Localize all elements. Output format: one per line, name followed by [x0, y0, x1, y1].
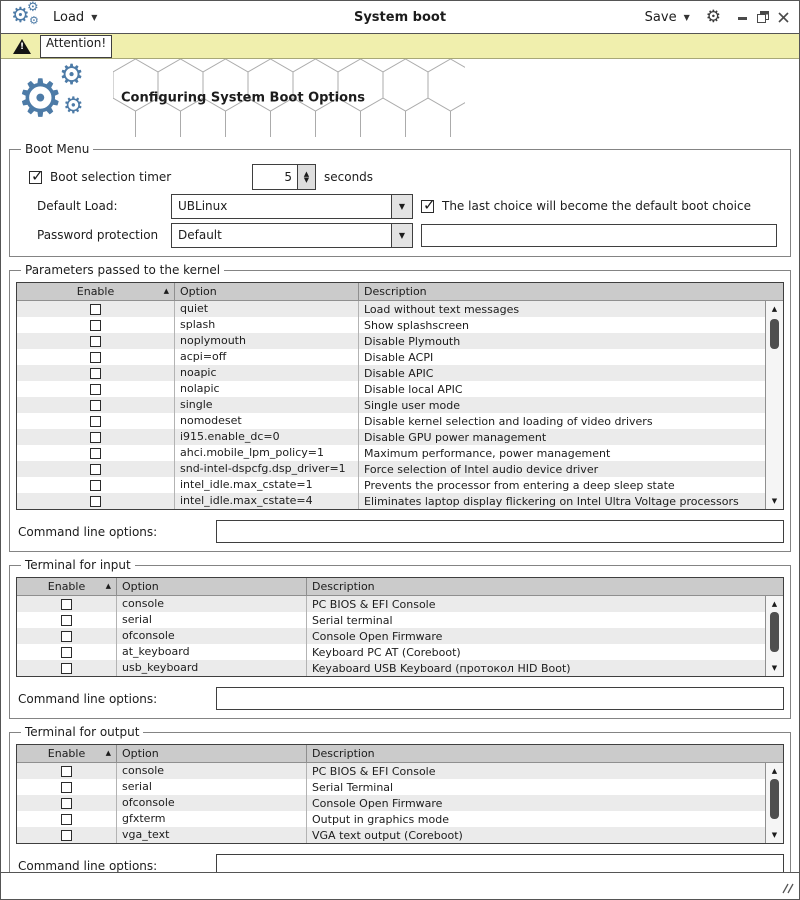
cmdline-label: Command line options:	[18, 858, 158, 872]
option-cell: console	[117, 596, 307, 612]
restore-icon	[757, 11, 769, 23]
scroll-down-button[interactable]	[766, 661, 783, 675]
settings-gear-button[interactable]: ⚙	[705, 6, 721, 27]
vertical-scrollbar[interactable]	[765, 301, 783, 509]
terminal-output-table	[16, 744, 784, 844]
row-enable-checkbox[interactable]	[90, 496, 101, 507]
table-row[interactable]	[17, 461, 765, 477]
scroll-down-button[interactable]	[766, 494, 783, 508]
option-cell: intel_idle.max_cstate=4	[175, 493, 359, 509]
sort-ascending-icon: ▲	[105, 582, 111, 590]
close-icon	[778, 12, 789, 23]
description-cell: Output in graphics mode	[312, 812, 449, 826]
terminal-input-section	[9, 558, 791, 719]
password-protection-value: Default	[178, 228, 222, 242]
option-cell: usb_keyboard	[117, 660, 307, 676]
option-cell: nolapic	[175, 381, 359, 397]
scrollbar-thumb[interactable]	[770, 319, 779, 349]
save-menu-button[interactable]	[645, 10, 690, 25]
option-cell: quiet	[175, 301, 359, 317]
terminal-output-section	[9, 725, 791, 872]
description-cell: Console Open Firmware	[312, 796, 443, 810]
spin-down-icon: ▼	[303, 176, 310, 184]
default-load-value: UBLinux	[178, 199, 228, 213]
vertical-scrollbar[interactable]	[765, 596, 783, 676]
description-cell: VGA text output (Coreboot)	[312, 828, 463, 842]
resize-grip[interactable]	[780, 881, 794, 895]
description-cell: Force selection of Intel audio device driver	[364, 462, 599, 476]
boot-timer-label: Boot selection timer	[50, 170, 172, 184]
table-row[interactable]	[17, 413, 765, 429]
row-enable-checkbox[interactable]	[61, 814, 72, 825]
table-row[interactable]	[17, 811, 765, 827]
scroll-down-button[interactable]	[766, 828, 783, 842]
table-row[interactable]	[17, 477, 765, 493]
option-cell: ahci.mobile_lpm_policy=1	[175, 445, 359, 461]
column-header-description[interactable]	[359, 283, 783, 300]
close-button[interactable]	[778, 12, 789, 23]
scroll-down-icon: ▼	[771, 497, 778, 505]
row-enable-checkbox[interactable]	[61, 663, 72, 674]
caret-down-icon: ▼	[398, 230, 406, 240]
column-header-enable[interactable]	[17, 283, 175, 300]
page-banner	[1, 59, 799, 137]
row-enable-checkbox[interactable]	[61, 830, 72, 841]
attention-label: Attention!	[40, 35, 112, 58]
option-cell: console	[117, 763, 307, 779]
table-row[interactable]	[17, 429, 765, 445]
description-cell: Maximum performance, power management	[364, 446, 611, 460]
row-enable-checkbox[interactable]	[90, 384, 101, 395]
table-header	[17, 578, 783, 596]
app-gears-icon	[11, 0, 45, 30]
column-header-label: Enable	[47, 580, 86, 593]
column-header-label: Description	[364, 285, 427, 298]
save-menu-label: Save	[644, 9, 677, 25]
kernel-params-table	[16, 282, 784, 510]
default-load-row	[16, 193, 784, 219]
description-cell: Serial terminal	[312, 613, 393, 627]
kernel-params-legend: Parameters passed to the kernel	[25, 263, 221, 277]
row-enable-checkbox[interactable]	[61, 798, 72, 809]
row-enable-checkbox[interactable]	[61, 615, 72, 626]
default-load-label: Default Load:	[37, 199, 118, 213]
table-row[interactable]	[17, 365, 765, 381]
option-cell: ofconsole	[117, 795, 307, 811]
banner-gears-icon	[17, 59, 113, 135]
main-content	[1, 137, 799, 872]
terminal-output-cmdline-input[interactable]	[216, 854, 784, 872]
timer-unit-label: seconds	[324, 170, 374, 184]
boot-menu-section	[9, 142, 791, 257]
terminal-input-legend: Terminal for input	[25, 558, 131, 572]
row-enable-checkbox[interactable]	[90, 304, 101, 315]
option-cell: noapic	[175, 365, 359, 381]
description-cell: Load without text messages	[364, 302, 520, 316]
column-header-enable[interactable]	[17, 745, 117, 762]
row-enable-checkbox[interactable]	[90, 480, 101, 491]
row-enable-checkbox[interactable]	[61, 782, 72, 793]
table-row[interactable]	[17, 397, 765, 413]
table-header	[17, 745, 783, 763]
option-cell: i915.enable_dc=0	[175, 429, 359, 445]
description-cell: Console Open Firmware	[312, 629, 443, 643]
column-header-label: Description	[312, 580, 375, 593]
row-enable-checkbox[interactable]	[90, 352, 101, 363]
description-cell: Keyboard PC AT (Coreboot)	[312, 645, 461, 659]
status-bar	[1, 872, 799, 899]
gear-icon: ⚙	[59, 59, 85, 91]
terminal-output-legend: Terminal for output	[25, 725, 140, 739]
scroll-up-button[interactable]	[766, 302, 783, 316]
table-row[interactable]	[17, 333, 765, 349]
gear-icon: ⚙	[29, 14, 39, 27]
cmdline-row	[16, 687, 784, 710]
description-cell: Disable Plymouth	[364, 334, 461, 348]
column-header-label: Enable	[76, 285, 115, 298]
column-header-option[interactable]	[117, 578, 307, 595]
scroll-down-icon: ▼	[771, 831, 778, 839]
row-enable-checkbox[interactable]	[90, 432, 101, 443]
terminal-input-cmdline-input[interactable]	[216, 687, 784, 710]
option-cell: ofconsole	[117, 628, 307, 644]
table-row[interactable]	[17, 660, 765, 676]
column-header-label: Option	[122, 747, 159, 760]
table-row[interactable]	[17, 644, 765, 660]
last-choice-checkbox[interactable]	[421, 200, 434, 213]
last-choice-label: The last choice will become the default boot choice	[442, 199, 751, 213]
password-protection-row	[16, 222, 784, 248]
boot-timer-row	[16, 164, 784, 190]
scrollbar-thumb[interactable]	[770, 612, 779, 652]
cmdline-row	[16, 520, 784, 543]
option-cell: vga_text	[117, 827, 307, 843]
load-menu-label: Load	[53, 9, 85, 25]
option-cell: splash	[175, 317, 359, 333]
maximize-button[interactable]	[757, 11, 769, 23]
table-row[interactable]	[17, 301, 765, 317]
gear-icon: ⚙	[17, 69, 64, 129]
row-enable-checkbox[interactable]	[61, 766, 72, 777]
sort-ascending-icon: ▲	[105, 749, 111, 757]
column-header-enable[interactable]	[17, 578, 117, 595]
description-cell: PC BIOS & EFI Console	[312, 597, 436, 611]
password-protection-label: Password protection	[37, 228, 159, 242]
page-title: Configuring System Boot Options	[121, 90, 366, 106]
table-row[interactable]	[17, 349, 765, 365]
row-enable-checkbox[interactable]	[90, 368, 101, 379]
gear-icon: ⚙	[63, 93, 84, 119]
description-cell: Disable ACPI	[364, 350, 434, 364]
cmdline-label: Command line options:	[18, 524, 158, 539]
row-enable-checkbox[interactable]	[90, 400, 101, 411]
caret-down-icon: ▼	[91, 12, 98, 22]
table-row[interactable]	[17, 317, 765, 333]
description-cell: Show splashscreen	[364, 318, 469, 332]
description-cell: Disable APIC	[364, 366, 434, 380]
description-cell: Eliminates laptop display flickering on Intel Ultra Voltage processors	[364, 494, 739, 508]
table-row[interactable]	[17, 628, 765, 644]
row-enable-checkbox[interactable]	[90, 320, 101, 331]
minimize-icon	[738, 17, 747, 20]
scroll-up-icon: ▲	[771, 767, 778, 775]
warning-icon: !	[13, 39, 31, 54]
vertical-scrollbar[interactable]	[765, 763, 783, 843]
description-cell: Serial Terminal	[312, 780, 394, 794]
description-cell: Single user mode	[364, 398, 460, 412]
table-row[interactable]	[17, 381, 765, 397]
option-cell: serial	[117, 612, 307, 628]
timer-value[interactable]: 5	[284, 170, 292, 184]
table-row[interactable]	[17, 779, 765, 795]
boot-menu-legend: Boot Menu	[25, 142, 90, 156]
dropdown-button[interactable]	[391, 224, 412, 247]
column-header-label: Description	[312, 747, 375, 760]
option-cell: intel_idle.max_cstate=1	[175, 477, 359, 493]
option-cell: nomodeset	[175, 413, 359, 429]
minimize-button[interactable]	[737, 12, 748, 23]
option-cell: noplymouth	[175, 333, 359, 349]
row-enable-checkbox[interactable]	[61, 631, 72, 642]
table-row[interactable]	[17, 596, 765, 612]
table-body	[17, 301, 783, 509]
option-cell: snd-intel-dspcfg.dsp_driver=1	[175, 461, 359, 477]
table-row[interactable]	[17, 795, 765, 811]
password-protection-select[interactable]	[171, 223, 413, 248]
gear-icon: ⚙	[11, 3, 30, 27]
scroll-down-icon: ▼	[771, 664, 778, 672]
scroll-up-icon: ▲	[771, 600, 778, 608]
scroll-up-icon: ▲	[771, 305, 778, 313]
scrollbar-thumb[interactable]	[770, 779, 779, 819]
option-cell: gfxterm	[117, 811, 307, 827]
gear-icon: ⚙	[27, 0, 39, 15]
row-enable-checkbox[interactable]	[61, 599, 72, 610]
table-body	[17, 763, 783, 843]
spin-up-icon: ▲	[303, 170, 310, 178]
description-cell: Keyaboard USB Keyboard (протокол HID Boot)	[312, 661, 571, 675]
cmdline-row	[16, 854, 784, 872]
caret-down-icon: ▼	[398, 201, 406, 211]
column-header-label: Enable	[47, 747, 86, 760]
option-cell: acpi=off	[175, 349, 359, 365]
window-title: System boot	[353, 9, 447, 25]
table-row[interactable]	[17, 445, 765, 461]
default-load-select[interactable]	[171, 194, 413, 219]
row-enable-checkbox[interactable]	[90, 448, 101, 459]
description-cell: Disable local APIC	[364, 382, 463, 396]
attention-banner	[1, 34, 799, 59]
table-header	[17, 283, 783, 301]
column-header-description[interactable]	[307, 578, 783, 595]
column-header-description[interactable]	[307, 745, 783, 762]
option-cell: single	[175, 397, 359, 413]
description-cell: Disable kernel selection and loading of video drivers	[364, 414, 653, 428]
table-row[interactable]	[17, 763, 765, 779]
load-menu-button[interactable]	[53, 10, 97, 25]
cmdline-label: Command line options:	[18, 691, 158, 706]
kernel-cmdline-input[interactable]	[216, 520, 784, 543]
dropdown-button[interactable]	[391, 195, 412, 218]
option-cell: serial	[117, 779, 307, 795]
boot-timer-checkbox[interactable]	[29, 171, 42, 184]
description-cell: Disable GPU power management	[364, 430, 547, 444]
terminal-input-table	[16, 577, 784, 677]
column-header-option[interactable]	[175, 283, 359, 300]
caret-down-icon: ▼	[683, 12, 690, 22]
password-input[interactable]	[421, 224, 777, 247]
description-cell: Prevents the processor from entering a deep sleep state	[364, 478, 675, 492]
table-row[interactable]	[17, 493, 765, 509]
row-enable-checkbox[interactable]	[90, 416, 101, 427]
spinner-buttons[interactable]	[297, 165, 315, 189]
row-enable-checkbox[interactable]	[61, 647, 72, 658]
scroll-up-button[interactable]	[766, 764, 783, 778]
column-header-label: Option	[122, 580, 159, 593]
column-header-label: Option	[180, 285, 217, 298]
title-bar	[1, 1, 799, 34]
sort-ascending-icon: ▲	[163, 287, 169, 295]
option-cell: at_keyboard	[117, 644, 307, 660]
description-cell: PC BIOS & EFI Console	[312, 764, 436, 778]
scroll-up-button[interactable]	[766, 597, 783, 611]
kernel-params-section	[9, 263, 791, 552]
table-body	[17, 596, 783, 676]
table-row[interactable]	[17, 827, 765, 843]
column-header-option[interactable]	[117, 745, 307, 762]
table-row[interactable]	[17, 612, 765, 628]
row-enable-checkbox[interactable]	[90, 336, 101, 347]
timer-spinner[interactable]	[252, 164, 316, 190]
row-enable-checkbox[interactable]	[90, 464, 101, 475]
